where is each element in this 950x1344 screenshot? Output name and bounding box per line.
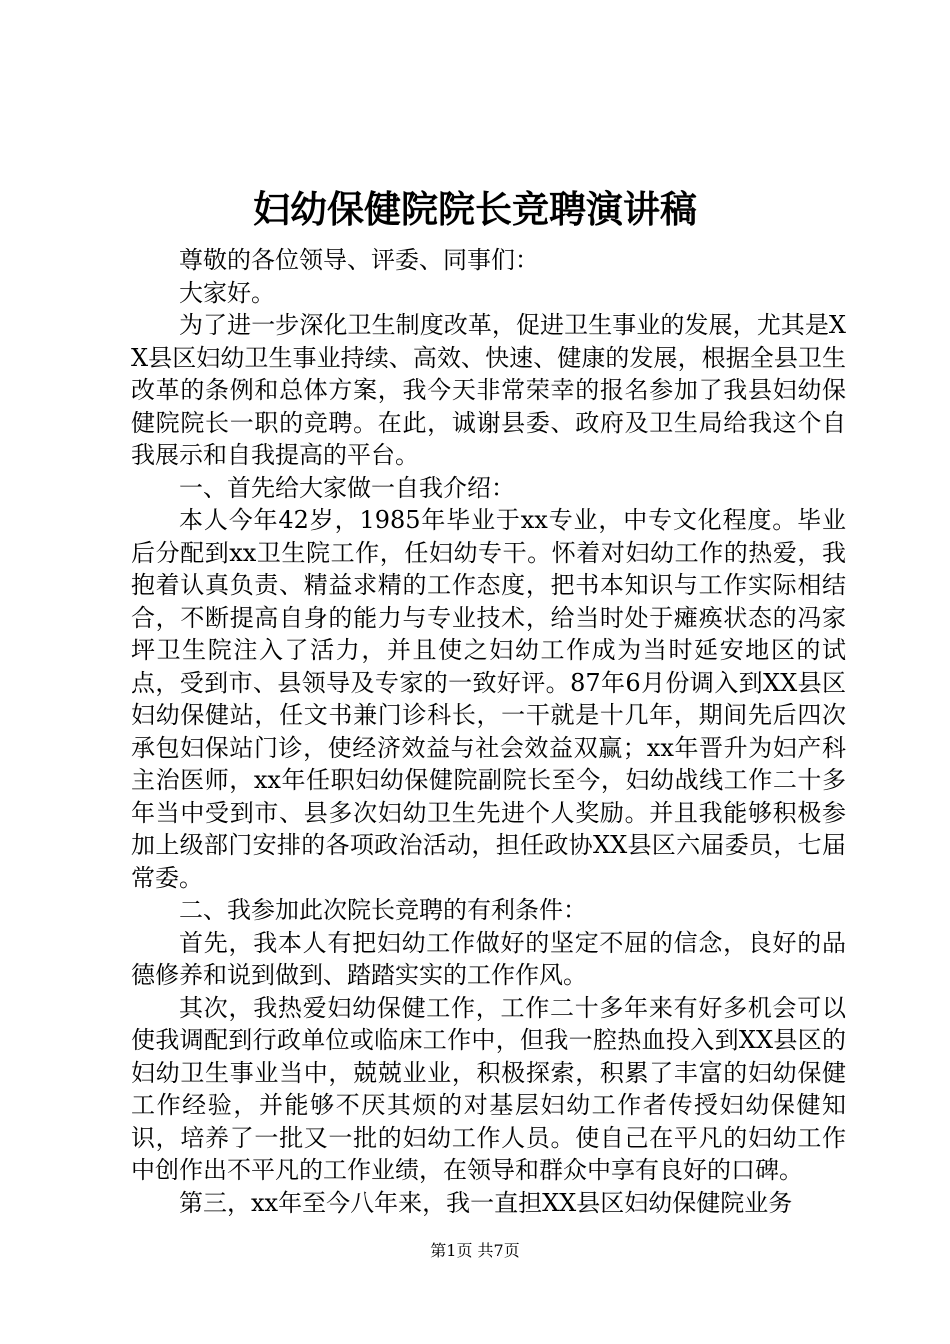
- paragraph-intro: 为了进一步深化卫生制度改革，促进卫生事业的发展，尤其是XX县区妇幼卫生事业持续、高效、快速、健康的发展，根据全县卫生改革的条例和总体方案，我今天非常荣幸的报名参加了我县妇幼保健院院长一职的竞聘。在此，诚谢县委、政府及卫生局给我这个自我展示和自我提高的平台。: [131, 311, 846, 469]
- paragraph-self-introduction: 本人今年42岁，1985年毕业于xx专业，中专文化程度。毕业后分配到xx卫生院工作，任妇幼专干。怀着对妇幼工作的热爱，我抱着认真负责、精益求精的工作态度，把书本知识与工作实际相结合，不断提高自身的能力与专业技术，给当时处于瘫痪状态的冯家坪卫生院注入了活力，并且使之妇幼工作成为当时延安地区的试点，受到市、县领导及专家的一致好评。87年6月份调入到XX县区妇幼保健站，任文书兼门诊科长，一干就是十几年，期间先后四次承包妇保站门诊，使经济效益与社会效益双赢；xx年晋升为妇产科主治医师，xx年任职妇幼保健院副院长至今，妇幼战线工作二十多年当中受到市、县多次妇幼卫生先进个人奖励。并且我能够积极参加上级部门安排的各项政治活动，担任政协XX县区六届委员，七届常委。: [131, 506, 846, 892]
- section-heading-self-introduction: 一、首先给大家做一自我介绍：: [179, 473, 515, 502]
- paragraph-greeting: 大家好。: [179, 278, 275, 307]
- paragraph-advantage-second: 其次，我热爱妇幼保健工作，工作二十多年来有好多机会可以使我调配到行政单位或临床工作中，但我一腔热血投入到XX县区的妇幼卫生事业当中，兢兢业业，积极探索，积累了丰富的妇幼保健工作经验，并能够不厌其烦的对基层妇幼工作者传授妇幼保健知识，培养了一批又一批的妇幼工作人员。使自己在平凡的妇幼工作中创作出不平凡的工作业绩，在领导和群众中享有良好的口碑。: [131, 993, 846, 1184]
- section-heading-advantages: 二、我参加此次院长竞聘的有利条件：: [179, 896, 587, 924]
- document-title: 妇幼保健院院长竞聘演讲稿: [253, 187, 697, 231]
- page-number-footer: 第1页 共7页: [430, 1241, 520, 1260]
- paragraph-salutation: 尊敬的各位领导、评委、同事们：: [179, 246, 539, 274]
- document-body: [131, 244, 846, 1219]
- paragraph-advantage-third: 第三，xx年至今八年来，我一直担XX县区妇幼保健院业务: [179, 1188, 793, 1217]
- paragraph-advantage-first: 首先，我本人有把妇幼工作做好的坚定不屈的信念，良好的品德修养和说到做到、踏踏实实的工作作风。: [131, 928, 846, 989]
